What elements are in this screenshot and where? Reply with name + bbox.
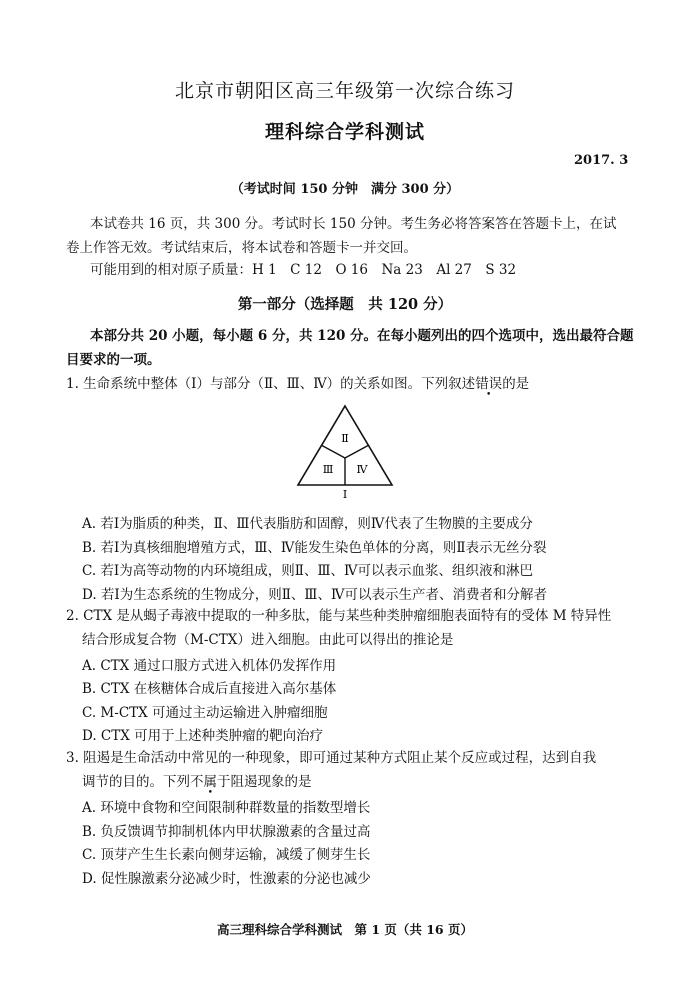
q2-stem-2: 结合形成复合物（M-CTX）进入细胞。由此可以得出的推论是 [82,632,454,648]
q3-option-c: C. 顶芽产生生长素向侧芽运输，减缓了侧芽生长 [82,847,371,863]
q1-stem [66,374,529,394]
label-II: Ⅱ [341,432,349,445]
q3-option-b: B. 负反馈调节抑制机体内甲状腺激素的含量过高 [82,824,371,840]
label-III: Ⅲ [322,463,334,476]
page-footer: 高三理科综合学科测试 第 1 页（共 16 页） [216,922,473,937]
exam-title: 北京市朝阳区高三年级第一次综合练习 [174,80,515,102]
q1-emphasis: 错误 [475,376,503,392]
exam-subtitle: 理科综合学科测试 [264,121,425,143]
divider-right [345,445,369,458]
q1-option-a: A. 若Ⅰ为脂质的种类，Ⅱ、Ⅲ代表脂肪和固醇，则Ⅳ代表了生物膜的主要成分 [82,516,533,532]
divider-left [321,445,345,458]
q3-stem-2 [82,772,312,792]
section-title: 第一部分（选择题 共 120 分） [237,296,453,313]
q3-stem-text: 调节的目的。下列 [82,774,190,790]
intro-line-3: 可能用到的相对原子质量：H 1 C 12 O 16 Na 23 Al 27 S 32 [90,262,517,278]
q2-stem-1: 2. CTX 是从蝎子毒液中提取的一种多肽，能与某些种类肿瘤细胞表面特有的受体 M 特异性 [66,608,612,624]
q2-option-b: B. CTX 在核糖体合成后直接进入高尔基体 [82,681,337,697]
q2-option-d: D. CTX 可用于上述种类肿瘤的靶向治疗 [82,728,324,744]
q2-option-a: A. CTX 通过口服方式进入机体仍发挥作用 [82,658,337,674]
q3-emphasis: 不属于 [190,774,231,790]
q3-option-d: D. 促性腺激素分泌减少时，性激素的分泌也减少 [82,871,371,887]
q1-stem-text: 1. 生命系统中整体（Ⅰ）与部分（Ⅱ、Ⅲ、Ⅳ）的关系如图。下列叙述 [66,376,476,392]
label-I: Ⅰ [342,488,348,499]
q2-option-c: C. M-CTX 可通过主动运输进入肿瘤细胞 [82,705,328,721]
q1-option-d: D. 若Ⅰ为生态系统的生物成分，则Ⅱ、Ⅲ、Ⅳ可以表示生产者、消费者和分解者 [82,587,547,603]
q1-option-b: B. 若Ⅰ为真核细胞增殖方式，Ⅲ、Ⅳ能发生染色单体的分离，则Ⅱ表示无丝分裂 [82,540,547,556]
q3-stem-end: 阻遏现象的是 [230,774,312,790]
q1-stem-end: 的是 [502,376,530,392]
section-desc-2: 目要求的一项。 [66,352,161,368]
q1-option-c: C. 若Ⅰ为高等动物的内环境组成，则Ⅱ、Ⅲ、Ⅳ可以表示血浆、组织液和淋巴 [82,563,533,579]
intro-line-2: 卷上作答无效。考试结束后，将本试卷和答题卡一并交回。 [66,240,417,256]
section-desc-1: 本部分共 20 小题，每小题 6 分，共 120 分。在每小题列出的四个选项中，选出最符合题 [90,328,634,344]
exam-date: 2017. 3 [574,153,629,168]
intro-line-1: 本试卷共 16 页，共 300 分。考试时长 150 分钟。考生务必将答案答在答题卡上，在试 [90,216,617,232]
q3-option-a: A. 环境中食物和空间限制种群数量的指数型增长 [82,800,371,816]
q1-triangle-diagram [295,403,395,499]
exam-info: （考试时间 150 分钟 满分 300 分） [230,182,460,197]
label-IV: Ⅳ [356,463,368,476]
q3-stem-1: 3. 阻遏是生命活动中常见的一种现象，即可通过某种方式阻止某个反应或过程，达到自我 [66,750,597,766]
